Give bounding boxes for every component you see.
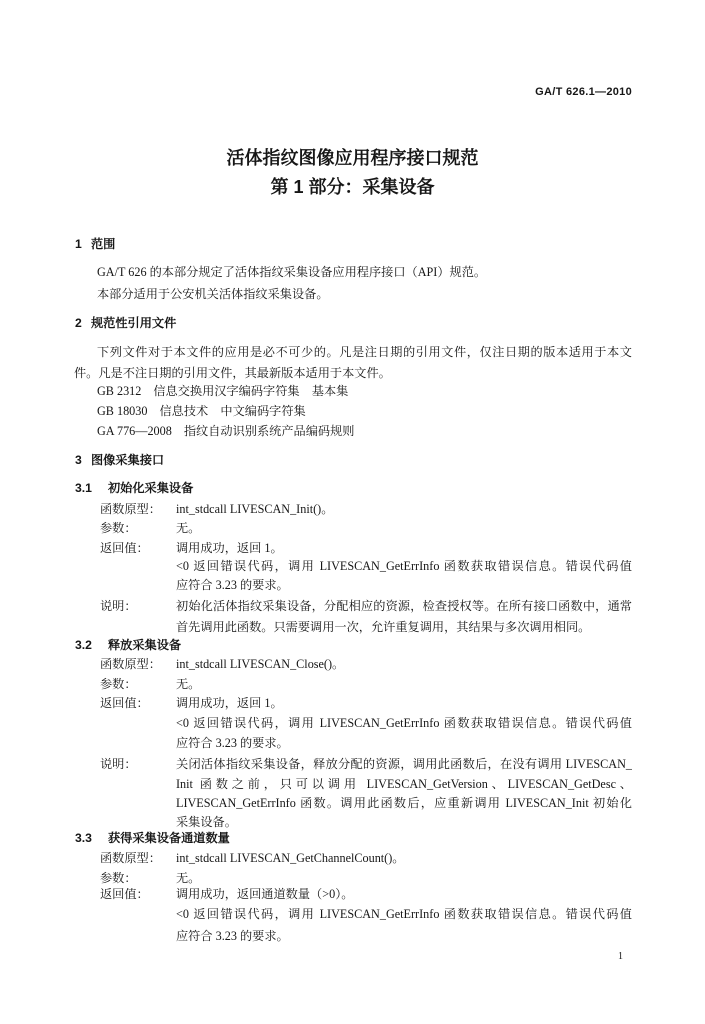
return-value-line: 调用成功，返回 1。 [176,541,283,555]
section-heading [75,450,495,470]
subsection-number: 3.1 [75,481,92,495]
reference-code: GB 2312 [97,384,142,398]
notes-line: LIVESCAN_GetErrInfo 函数。调用此函数后，应重新调用 LIVESCAN_Init 初始化 [176,796,632,810]
parameters-label: 参数： [100,521,137,535]
parameters-label: 参数： [100,677,137,691]
return-value-label: 返回值： [100,696,149,710]
return-value-line: 应符合 3.23 的要求。 [176,736,289,750]
notes-line: Init 函数之前，只可以调用 LIVESCAN_GetVersion、LIVESCAN_GetDesc、 [176,777,632,791]
section-number: 2 [75,316,82,330]
function-prototype-label: 函数原型： [100,657,161,671]
reference-title: 信息技术 中文编码字符集 [159,404,306,418]
subsection-heading [75,635,495,655]
parameters-label: 参数： [100,871,137,885]
return-value-label: 返回值： [100,887,149,901]
paragraph-line: 本部分适用于公安机关活体指纹采集设备。 [97,287,329,301]
return-value-line: <0 返回错误代码，调用 LIVESCAN_GetErrInfo 函数获取错误信息。错误代码值 [176,559,632,573]
section-number: 3 [75,453,82,467]
section-heading [75,234,495,254]
subsection-heading [75,478,495,498]
paragraph-line: 下列文件对于本文件的应用是必不可少的。凡是注日期的引用文件，仅注日期的版本适用于本文 [97,345,632,359]
return-value-line: <0 返回错误代码，调用 LIVESCAN_GetErrInfo 函数获取错误信息。错误代码值 [176,716,632,730]
normative-reference [97,401,632,421]
paragraph-line: 件。凡是不注日期的引用文件，其最新版本适用于本文件。 [74,366,391,380]
reference-code: GA 776—2008 [97,424,172,438]
notes-line: 初始化活体指纹采集设备，分配相应的资源，检查授权等。在所有接口函数中，通常 [176,599,632,613]
reference-title: 指纹自动识别系统产品编码规则 [183,424,355,438]
document-part-title: 第 1 部分：采集设备 [270,177,435,197]
section-title: 图像采集接口 [91,453,165,467]
function-prototype: int_stdcall LIVESCAN_Init()。 [176,502,334,516]
subsection-number: 3.2 [75,638,92,652]
subsection-number: 3.3 [75,831,92,845]
page-number: 1 [618,951,623,962]
return-value-line: 调用成功，返回 1。 [176,696,283,710]
parameters-value: 无。 [176,871,201,885]
normative-reference [97,381,632,401]
notes-line: 首先调用此函数。只需要调用一次，允许重复调用，其结果与多次调用相同。 [176,620,591,634]
section-heading [75,313,495,333]
subsection-title: 初始化采集设备 [108,481,194,495]
function-prototype-label: 函数原型： [100,502,161,516]
notes-line: 采集设备。 [176,815,237,829]
notes-label: 说明： [100,599,137,613]
function-prototype: int_stdcall LIVESCAN_GetChannelCount()。 [176,851,405,865]
normative-reference [97,421,632,441]
return-value-line: <0 返回错误代码，调用 LIVESCAN_GetErrInfo 函数获取错误信息。错误代码值 [176,907,632,921]
document-code: GA/T 626.1—2010 [535,86,632,98]
subsection-title: 获得采集设备通道数量 [108,831,230,845]
reference-title: 信息交换用汉字编码字符集 基本集 [153,384,349,398]
section-title: 规范性引用文件 [91,316,177,330]
subsection-heading [75,828,495,848]
return-value-line: 应符合 3.23 的要求。 [176,578,289,592]
return-value-label: 返回值： [100,541,149,555]
reference-code: GB 18030 [97,404,148,418]
parameters-value: 无。 [176,521,201,535]
section-number: 1 [75,237,82,251]
notes-label: 说明： [100,757,137,771]
function-prototype-label: 函数原型： [100,851,161,865]
notes-line: 关闭活体指纹采集设备，释放分配的资源，调用此函数后，在没有调用 LIVESCAN_ [176,757,632,771]
paragraph-line: GA/T 626 的本部分规定了活体指纹采集设备应用程序接口（API）规范。 [97,265,487,279]
function-prototype: int_stdcall LIVESCAN_Close()。 [176,657,345,671]
document-title: 活体指纹图像应用程序接口规范 [226,148,479,168]
subsection-title: 释放采集设备 [108,638,182,652]
return-value-line: 调用成功，返回通道数量（>0）。 [176,887,354,901]
parameters-value: 无。 [176,677,201,691]
section-title: 范围 [91,237,116,251]
return-value-line: 应符合 3.23 的要求。 [176,929,289,943]
